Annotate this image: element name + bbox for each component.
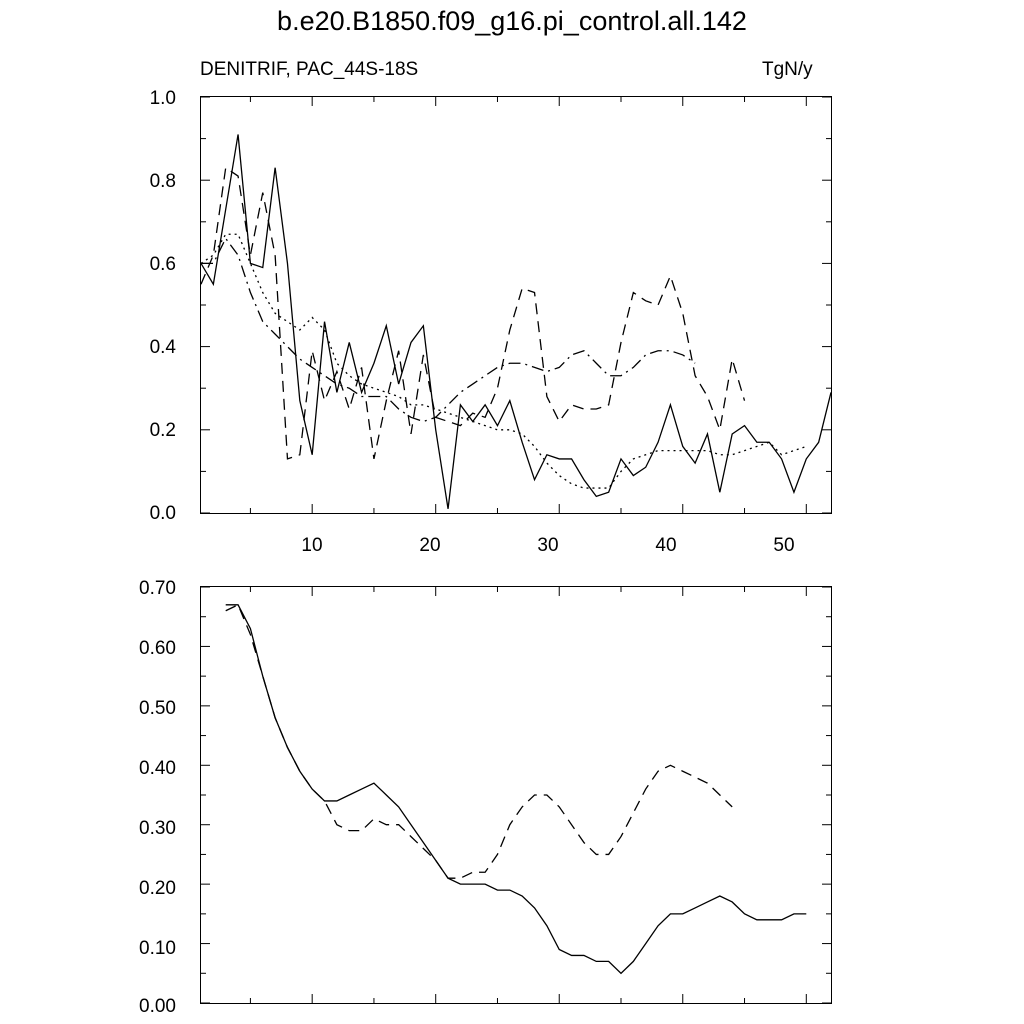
panel2-ytick-1: 0.60 <box>139 638 176 659</box>
panel2-ytick-5: 0.20 <box>139 878 176 899</box>
page-title: b.e20.B1850.f09_g16.pi_control.all.142 <box>277 6 747 36</box>
panel1-xtick-4: 50 <box>773 535 795 556</box>
panel2-ytick-6: 0.10 <box>139 938 176 959</box>
panel1-xtick-1: 20 <box>419 535 441 556</box>
panel1-header-left: DENITRIF, PAC_44S-18S <box>200 59 419 80</box>
panel1-ytick-0: 1.0 <box>149 88 176 109</box>
panel1-ytick-1: 0.8 <box>149 171 176 192</box>
panel1-xtick-2: 30 <box>537 535 559 556</box>
panel1-xtick-0: 10 <box>301 535 323 556</box>
panel2-svg <box>201 587 831 1003</box>
panel1-svg <box>201 97 831 513</box>
panel1-ytick-5: 0.0 <box>149 503 176 524</box>
panel1-ytick-2: 0.6 <box>149 254 176 275</box>
panel1-ytick-3: 0.4 <box>149 337 176 358</box>
panel2-ytick-4: 0.30 <box>139 818 176 839</box>
panel1-xtick-3: 40 <box>655 535 677 556</box>
panel2-ytick-0: 0.70 <box>139 578 176 599</box>
panel1-ytick-4: 0.2 <box>149 420 176 441</box>
panel2-ytick-3: 0.40 <box>139 758 176 779</box>
panel2-ytick-2: 0.50 <box>139 698 176 719</box>
panel1-plot-area <box>200 96 832 514</box>
panel2-ytick-7: 0.00 <box>139 996 176 1017</box>
panel2-plot-area <box>200 586 832 1004</box>
panel1-header-right: TgN/y <box>762 59 813 80</box>
